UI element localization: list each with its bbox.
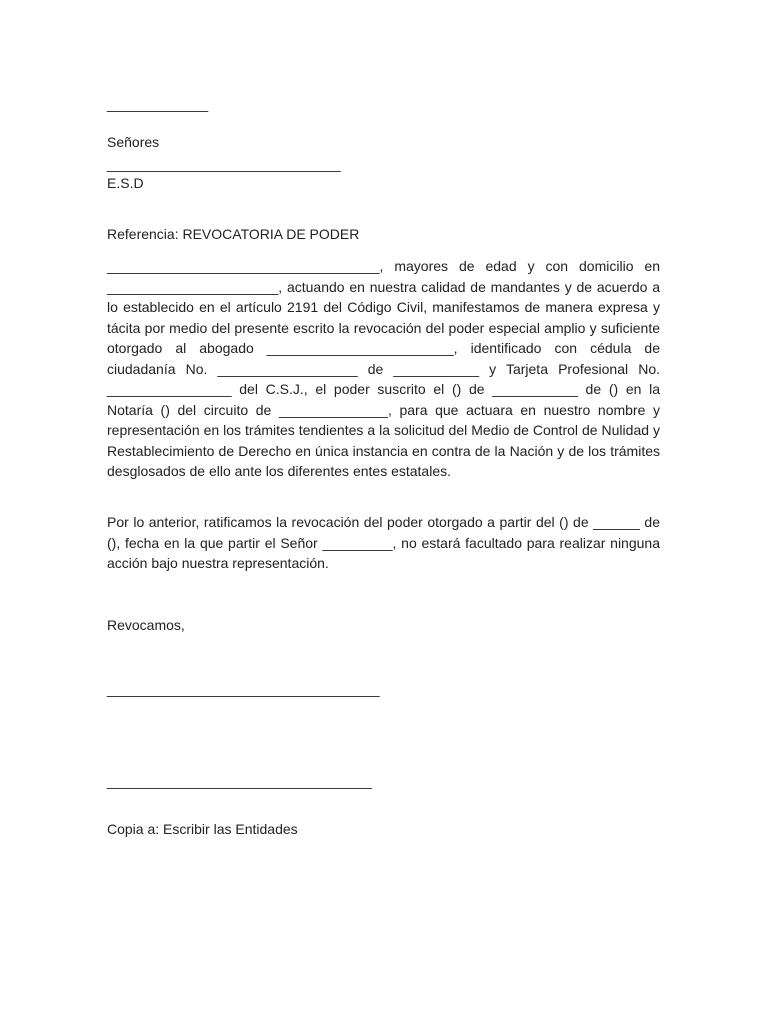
signature-line-2: __________________________________ <box>107 773 372 789</box>
salutation: Señores <box>107 134 160 150</box>
court-abbreviation: E.S.D <box>107 175 144 191</box>
copy-to-line: Copia a: Escribir las Entidades <box>107 821 298 837</box>
closing: Revocamos, <box>107 617 185 633</box>
body-paragraph-1: ___________________________________, mayores de edad y con domicilio en ______________________, actuando en nuestra calidad de mandantes y de acuerdo a lo establecido en el artículo 2191 del Código Civil, manifestamos de manera expresa y tácita por medio del presente escrito la revocación del poder especial amplio y suficiente otorgado al abogado ________________________, identificado con cédula de ciudadanía No. __________________ de ___________ y Tarjeta Profesional No. ________________ del C.S.J., el poder suscrito el () de ___________ de () en la Notaría () del circuito de ______________, para que actuara en nuestro nombre y representación en los trámites tendientes a la solicitud del Medio de Control de Nulidad y Restablecimiento de Derecho en única instancia en contra de la Nación y de los trámites desglosados de ello ante los diferentes entes estatales. <box>107 258 660 479</box>
reference-line: Referencia: REVOCATORIA DE PODER <box>107 226 360 242</box>
recipient-blank: ______________________________ <box>107 156 341 172</box>
signature-line-1: ___________________________________ <box>107 681 380 697</box>
date-blank: _____________ <box>107 96 209 112</box>
body-paragraph-2: Por lo anterior, ratificamos la revocación del poder otorgado a partir del () de ______ de (), fecha en la que partir el Señor _________, no estará facultado para realizar ninguna acción bajo nuestra representación. <box>107 514 660 571</box>
